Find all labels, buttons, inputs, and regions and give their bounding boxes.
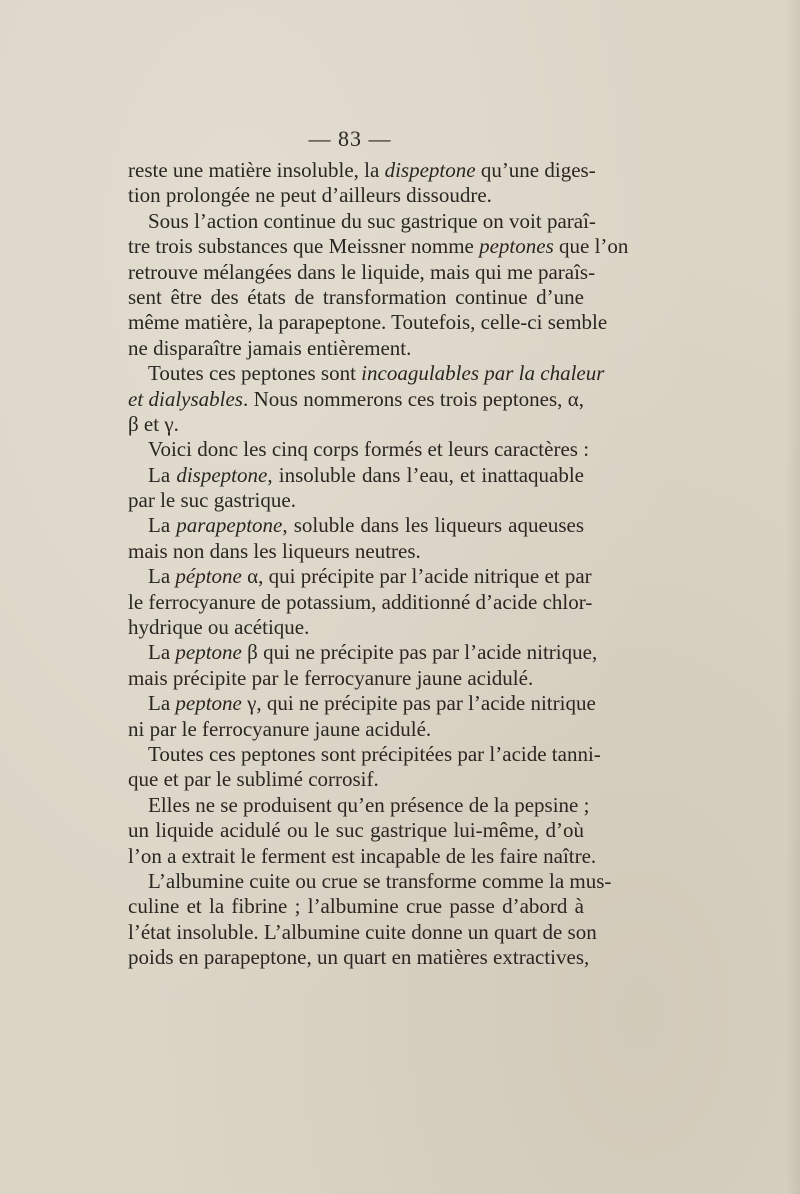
text-segment: La — [148, 462, 177, 487]
text-segment: par le suc gastrique. — [128, 488, 296, 513]
text-line — [128, 412, 584, 437]
italic-term: peptones — [479, 234, 554, 259]
text-line — [128, 234, 629, 259]
text-segment: que et par le sublimé corrosif. — [128, 767, 379, 792]
page-number: — 83 — — [308, 126, 392, 151]
italic-term: et dialysables — [128, 386, 243, 411]
text-segment: que l’on — [553, 234, 629, 259]
text-segment: La — [148, 691, 176, 716]
text-segment: ni par le ferrocyanure jaune acidulé. — [128, 716, 432, 741]
text-line — [128, 208, 596, 234]
text-segment: sent être des états de transformation continue d’une — [128, 284, 584, 309]
text-segment: β et γ. — [128, 411, 179, 436]
italic-term: péptone — [175, 564, 242, 589]
text-segment: qu’une diges- — [475, 158, 596, 182]
text-line — [128, 894, 584, 919]
text-segment: , insoluble dans l’eau, et inattaquable — [267, 462, 584, 487]
italic-term: peptone — [175, 640, 242, 665]
text-line — [128, 717, 584, 742]
text-segment: mais non dans les liqueurs neutres. — [128, 538, 421, 563]
text-segment: même matière, la parapeptone. Toutefois, celle-ci semble — [128, 310, 608, 335]
text-segment: Toutes ces peptones sont — [148, 361, 362, 386]
text-line — [128, 488, 584, 513]
text-line — [128, 361, 605, 386]
text-line — [128, 437, 590, 462]
text-line — [128, 640, 598, 665]
text-segment: le ferrocyanure de potassium, additionné d’acide chlor- — [128, 589, 593, 614]
text-segment: mais précipite par le ferrocyanure jaune acidulé. — [128, 665, 534, 690]
text-line — [128, 666, 584, 691]
text-segment: retrouve mélangées dans le liquide, mais qui me paraîs- — [128, 259, 596, 284]
text-line — [128, 387, 584, 412]
text-segment: culine et la fibrine ; l’albumine crue passe d’abord à — [128, 894, 584, 919]
text-segment: Voici donc les cinq corps formés et leurs caractères : — [148, 437, 590, 462]
text-line — [128, 183, 584, 208]
italic-term: incoagulables par la chaleur — [361, 361, 605, 386]
italic-term: dispeptone — [176, 462, 268, 487]
text-line — [128, 843, 597, 869]
text-line — [128, 818, 584, 843]
text-segment: l’état insoluble. L’albumine cuite donne un quart de son — [128, 919, 597, 944]
text-segment: , soluble dans les liqueurs aqueuses — [282, 513, 584, 538]
text-segment: β qui ne précipite pas par l’acide nitrique, — [241, 640, 598, 665]
text-segment: Sous l’action continue du suc gastrique on voit paraî- — [148, 208, 596, 233]
text-line — [128, 463, 584, 488]
text-segment: l’on a extrait le ferment est incapable de les faire naître. — [128, 843, 597, 868]
text-segment: Elles ne se produisent qu’en présence de la pepsine ; — [148, 792, 590, 817]
text-segment: poids en parapeptone, un quart en matières extractives, — [128, 945, 590, 970]
text-line — [128, 792, 590, 818]
text-segment: tre trois substances que Meissner nomme — [128, 234, 480, 259]
text-segment: L’albumine cuite ou crue se transforme comme la mus- — [148, 868, 612, 893]
text-segment: La — [148, 513, 177, 538]
text-line — [128, 919, 597, 945]
text-segment: La — [148, 640, 176, 665]
text-segment: γ, qui ne précipite pas par l’acide nitrique — [241, 691, 596, 716]
text-segment: reste une matière insoluble, la — [128, 158, 385, 182]
text-segment: α, qui précipite par l’acide nitrique et par — [241, 564, 592, 589]
text-line — [128, 158, 596, 183]
text-segment: La — [148, 564, 176, 589]
text-line — [128, 589, 593, 615]
text-line — [128, 691, 596, 716]
text-line — [128, 513, 584, 538]
text-line — [128, 767, 584, 792]
italic-term: dispeptone — [384, 158, 476, 182]
body-text — [128, 158, 629, 971]
text-line — [128, 336, 584, 361]
text-line — [128, 741, 601, 767]
text-segment: tion prolongée ne peut d’ailleurs dissoudre. — [128, 183, 492, 208]
text-line — [128, 615, 584, 640]
italic-term: parapeptone — [176, 513, 283, 538]
text-segment: hydrique ou acétique. — [128, 615, 310, 640]
text-segment: Toutes ces peptones sont précipitées par l’acide tanni- — [148, 741, 601, 766]
text-line — [128, 868, 612, 894]
text-segment: un liquide acidulé ou le suc gastrique lui-même, d’où — [128, 818, 584, 843]
text-segment: . Nous nommerons ces trois peptones, α, — [242, 386, 584, 411]
text-line — [128, 259, 596, 285]
text-line — [128, 285, 584, 310]
text-line — [128, 564, 592, 589]
text-segment: ne disparaître jamais entièrement. — [128, 335, 412, 360]
text-line — [128, 539, 584, 564]
text-line — [128, 310, 608, 335]
italic-term: peptone — [175, 691, 242, 716]
text-line — [128, 945, 590, 970]
page-edge-shadow — [786, 0, 800, 1194]
